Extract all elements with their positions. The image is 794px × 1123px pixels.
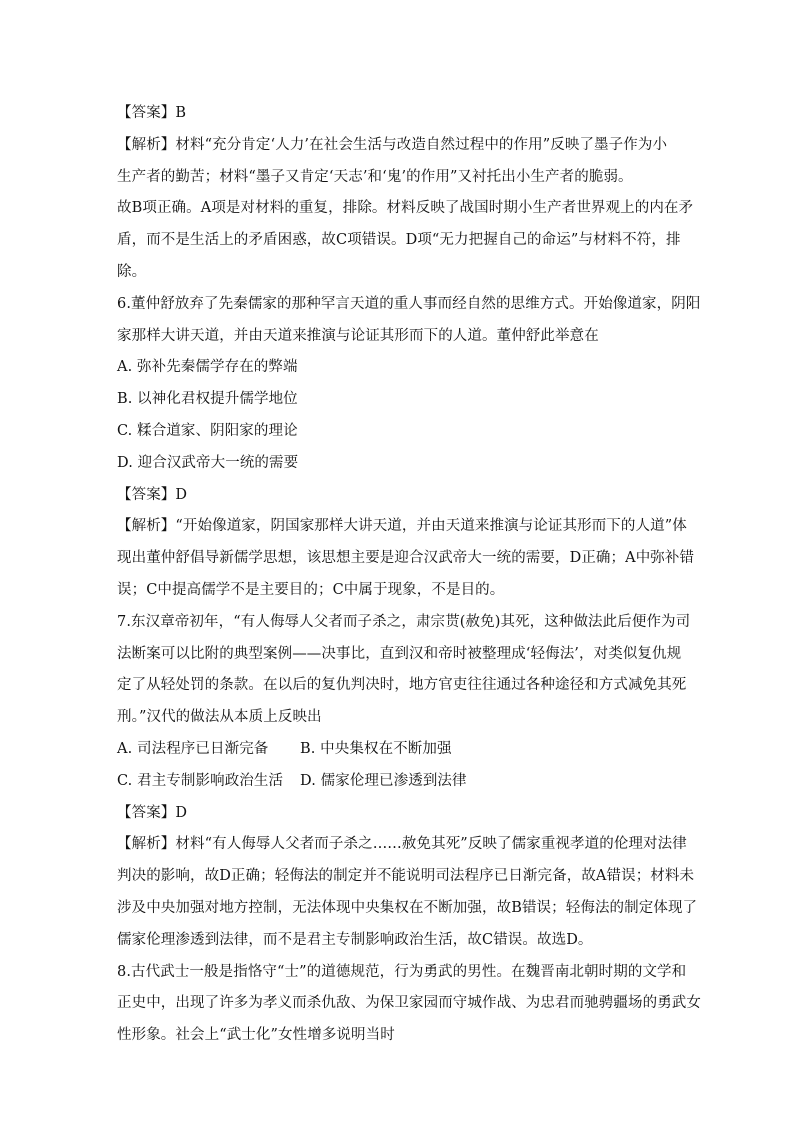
option-c: C. 糅合道家、阴阳家的理论 — [117, 422, 298, 439]
answer-q5: 【答案】B — [117, 105, 187, 121]
option-d: D. 儒家伦理已渗透到法律 — [300, 772, 467, 789]
question-line: 6.董仲舒放弃了先秦儒家的那种罕言天道的重人事而经自然的思维方式。开始像道家，阴阳 — [117, 295, 701, 312]
answer-q6: 【答案】D — [117, 486, 188, 503]
analysis-line: 生产者的勤苦；材料“墨子又肯定‘天志’和‘鬼’的作用”又衬托出小生产者的脆弱。 — [117, 168, 633, 185]
option-a: A. 司法程序已日渐完备 — [117, 740, 269, 757]
question-line: 正史中，出现了许多为孝义而杀仇敌、为保卫家园而守城作战、为忠君而驰骋疆场的勇武女 — [117, 995, 701, 1012]
question-6 — [117, 289, 701, 353]
question-line: 7.东汉章帝初年，“有人侮辱人父者而子杀之，肃宗贳(赦免)其死，这种做法此后便作为司 — [117, 613, 691, 630]
question-8 — [117, 957, 701, 1052]
option-row — [117, 766, 677, 798]
option-a: A. 弥补先秦儒学存在的弊端 — [117, 359, 298, 376]
analysis-line: 【解析】“开始像道家，阴国家那样大讲天道，并由天道来推演与论证其形而下的人道”体 — [117, 518, 687, 535]
question-line: 性形象。社会上“武士化”女性增多说明当时 — [117, 1027, 395, 1044]
options-q6 — [117, 352, 677, 479]
answer-q7: 【答案】D — [117, 804, 188, 821]
analysis-q6 — [117, 511, 695, 606]
analysis-q5 — [117, 130, 694, 289]
question-7 — [117, 607, 691, 734]
analysis-line: 误；C中提高儒学不是主要目的；C中属于现象，不是目的。 — [117, 581, 505, 598]
question-line: 家那样大讲天道，并由天道来推演与论证其形而下的人道。董仲舒此举意在 — [117, 327, 599, 344]
option-d: D. 迎合汉武帝大一统的需要 — [117, 454, 299, 471]
option-row — [117, 734, 677, 766]
option-b: B. 中央集权在不断加强 — [300, 740, 452, 757]
analysis-line: 【解析】材料“有人侮辱人父者而子杀之……赦免其死”反映了儒家重视孝道的伦理对法律 — [117, 836, 687, 853]
analysis-line: 判决的影响，故D正确；轻侮法的制定并不能说明司法程序已日渐完备，故A错误；材料未 — [117, 868, 695, 885]
analysis-line: 现出董仲舒倡导新儒学思想，该思想主要是迎合汉武帝大一统的需要，D正确；A中弥补错 — [117, 550, 695, 567]
question-line: 法断案可以比附的典型案例——决事比，直到汉和帝时被整理成‘轻侮法’，对类似复仇规 — [117, 645, 682, 662]
question-line: 8.古代武士一般是指恪守“士”的道德规范，行为勇武的男性。在魏晋南北朝时期的文学和 — [117, 963, 687, 980]
question-line: 刑。”汉代的做法从本质上反映出 — [117, 709, 322, 726]
option-b: B. 以神化君权提升儒学地位 — [117, 391, 298, 408]
analysis-line: 儒家伦理渗透到法律，而不是君主专制影响政治生活，故C错误。故选D。 — [117, 931, 593, 948]
analysis-line: 除。 — [117, 263, 147, 280]
option-c: C. 君主专制影响政治生活 — [117, 772, 284, 789]
analysis-line: 故B项正确。A项是对材料的重复，排除。材料反映了战国时期小生产者世界观上的内在矛 — [117, 200, 694, 217]
document-page — [117, 98, 701, 1052]
options-q7 — [117, 734, 677, 798]
analysis-q7 — [117, 829, 698, 956]
analysis-line: 涉及中央加强对地方控制，无法体现中央集权在不断加强，故B错误；轻侮法的制定体现了 — [117, 899, 698, 916]
analysis-line: 盾，而不是生活上的矛盾困惑，故C项错误。D项“无力把握自己的命运”与材料不符，排 — [117, 232, 681, 249]
question-line: 定了从轻处罚的条款。在以后的复仇判决时，地方官吏往往通过各种途径和方式减免其死 — [117, 677, 687, 694]
analysis-line: 【解析】材料“充分肯定‘人力’在社会生活与改造自然过程中的作用”反映了墨子作为小 — [117, 136, 668, 153]
